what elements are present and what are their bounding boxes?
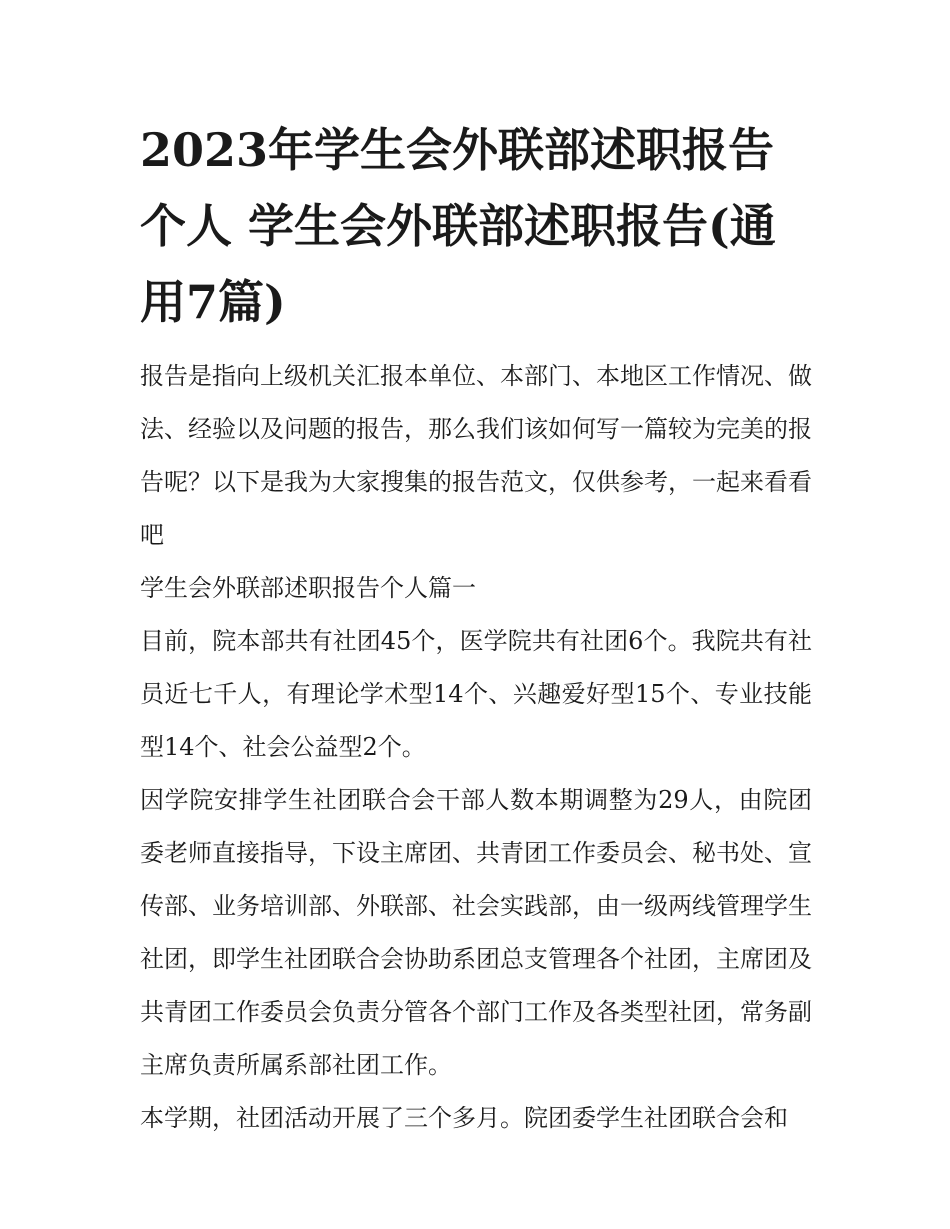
body-paragraph-1: 目前，院本部共有社团45个，医学院共有社团6个。我院共有社员近七千人，有理论学术型14个、兴趣爱好型15个、专业技能型14个、社会公益型2个。 [140, 627, 812, 761]
body-paragraph-2: 因学院安排学生社团联合会干部人数本期调整为29人，由院团委老师直接指导，下设主席团、共青团工作委员会、秘书处、宣传部、业务培训部、外联部、社会实践部，由一级两线管理学生社团，即学生社团联合会协助系团总支管理各个社团，主席团及共青团工作委员会负责分管各个部门工作及各类型社团，常务副主席负责所属系部社团工作。 [140, 786, 812, 1079]
body-paragraph-3: 本学期，社团活动开展了三个多月。院团委学生社团联合会和 [140, 1104, 788, 1132]
section-heading: 学生会外联部述职报告个人篇一 [140, 574, 476, 602]
document-page [140, 112, 812, 1145]
document-title: 2023年学生会外联部述职报告个人 学生会外联部述职报告(通用7篇) [140, 123, 776, 329]
intro-paragraph: 报告是指向上级机关汇报本单位、本部门、本地区工作情况、做法、经验以及问题的报告，那么我们该如何写一篇较为完美的报告呢？以下是我为大家搜集的报告范文，仅供参考，一起来看看吧 [140, 362, 812, 549]
